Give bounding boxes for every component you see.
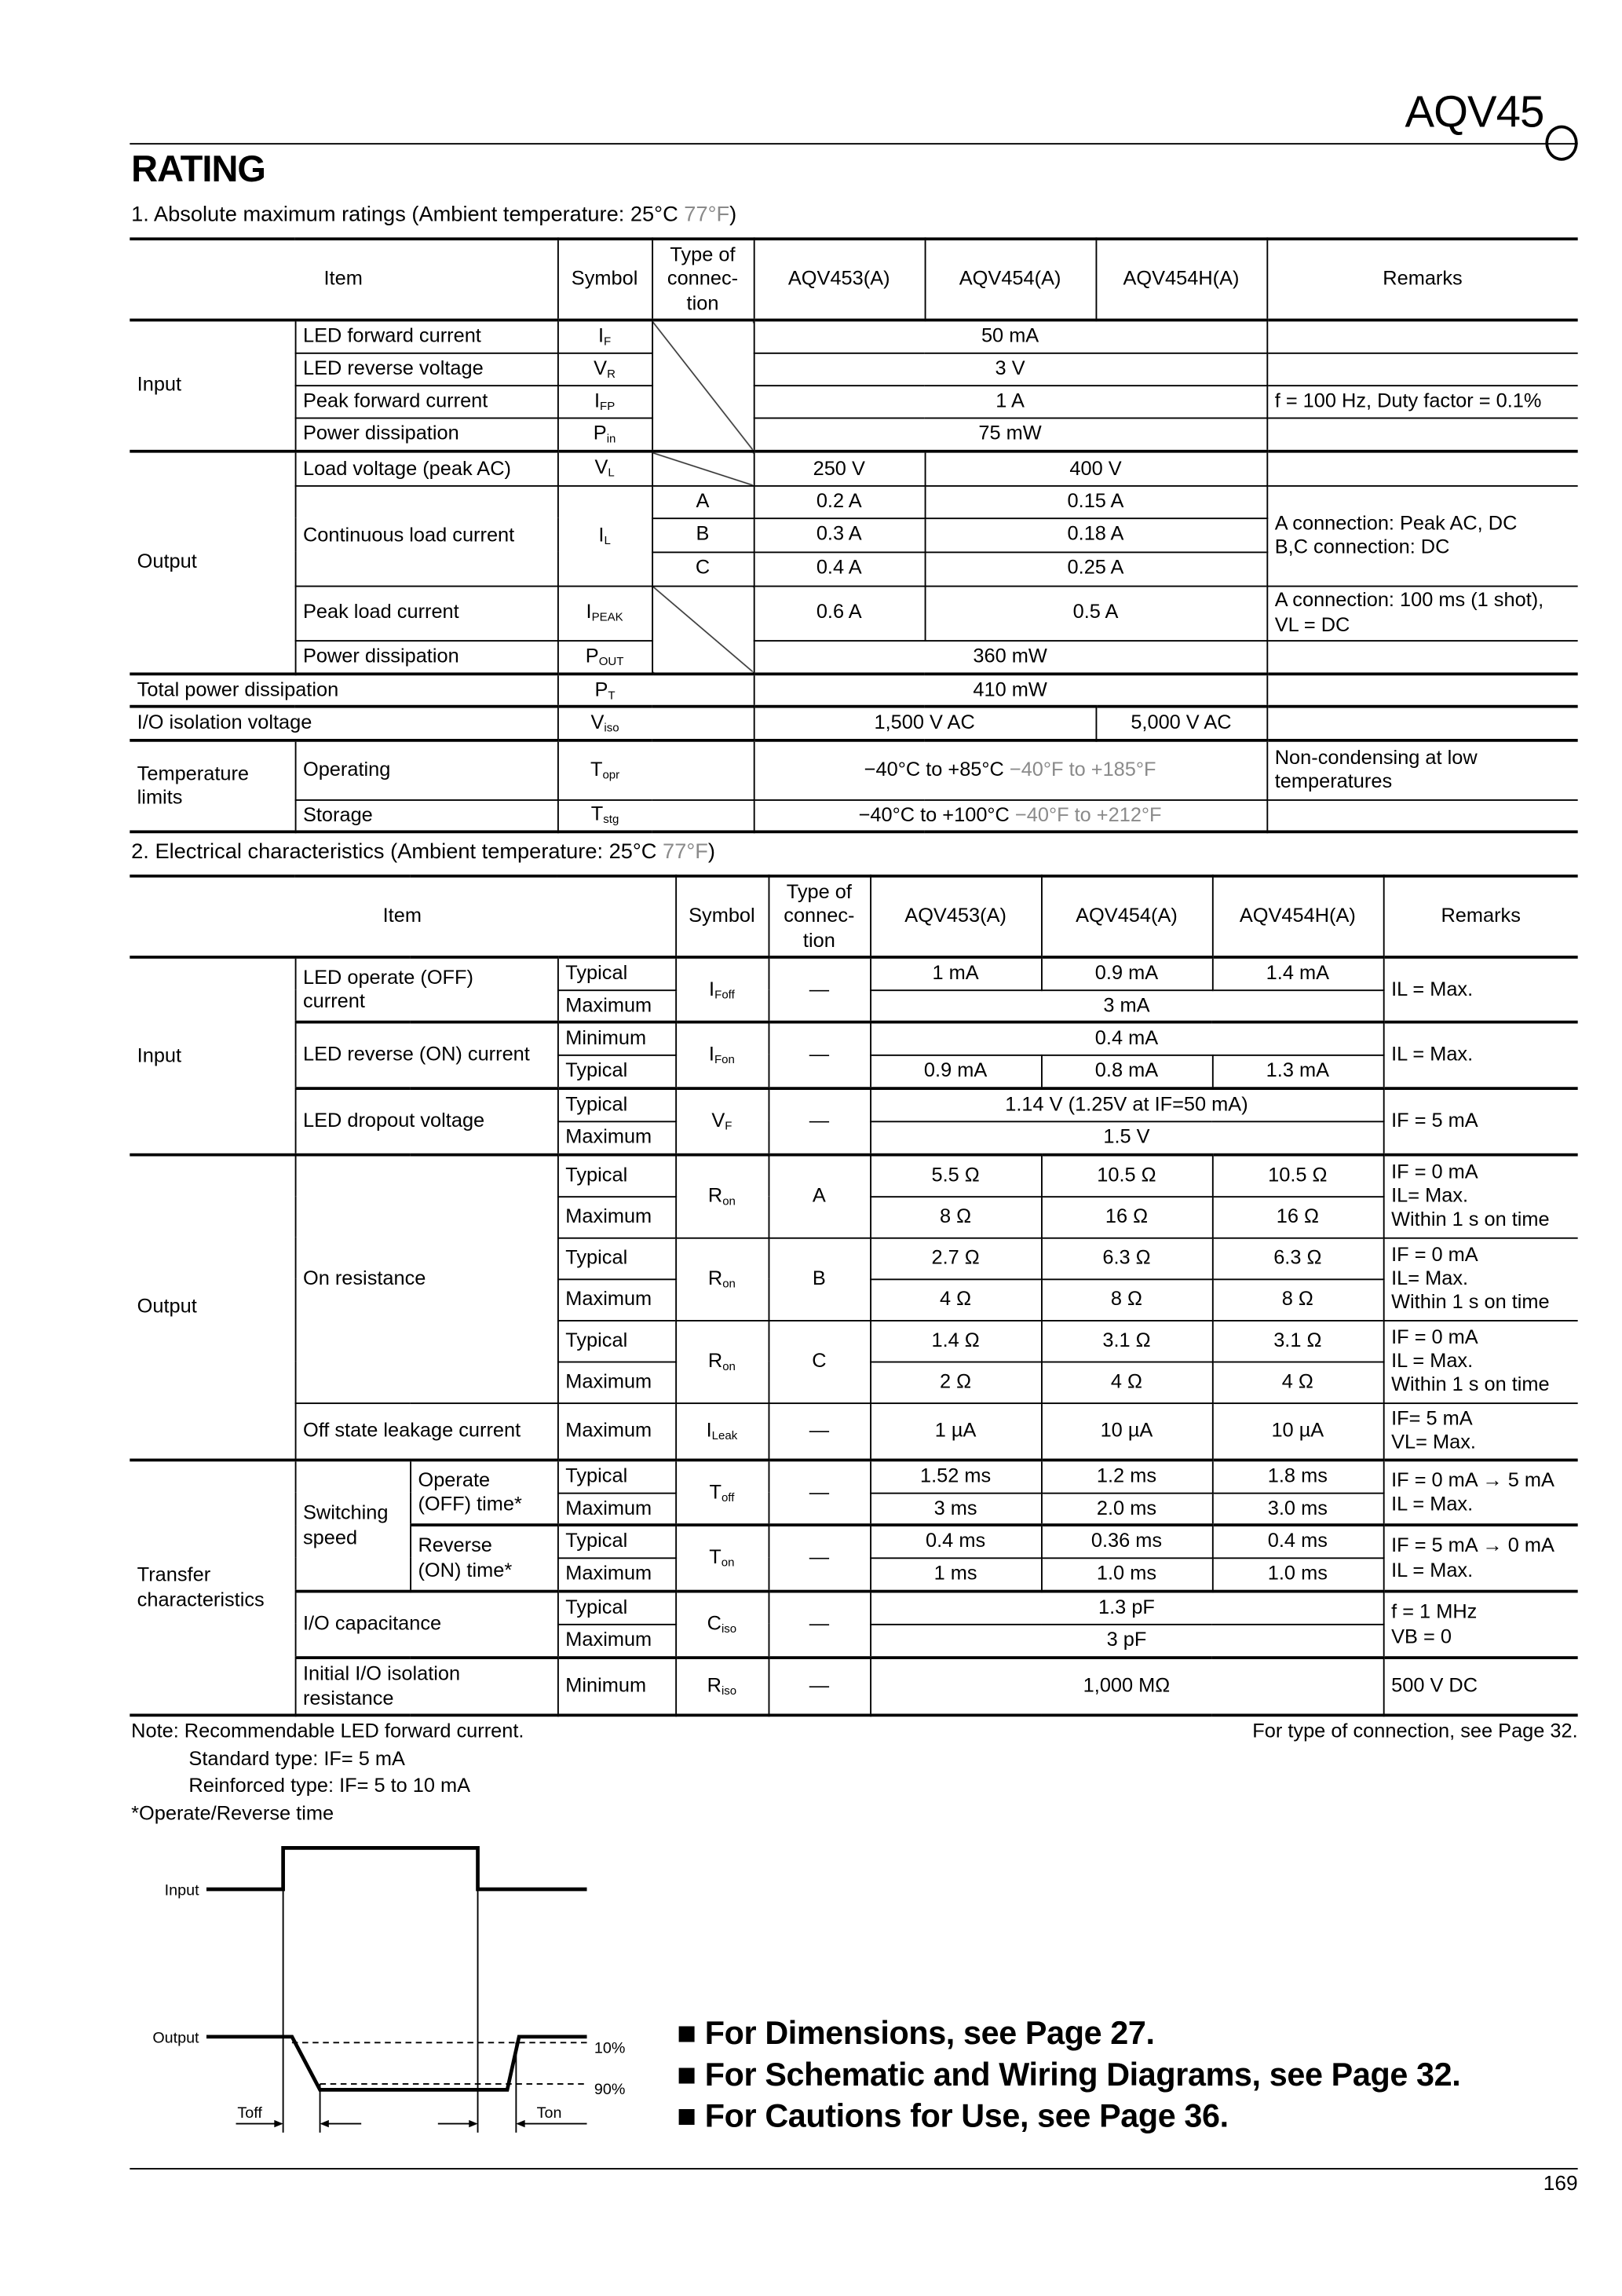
item: Power dissipation — [295, 640, 557, 674]
note-line: *Operate/Reverse time — [131, 1802, 334, 1825]
connection-type: — — [769, 1658, 871, 1715]
arrow-icon — [274, 2120, 283, 2127]
header-type: Type of connec- tion — [769, 876, 871, 957]
header-symbol: Symbol — [557, 239, 652, 320]
link-dimensions[interactable] — [677, 2015, 1155, 2053]
value: 10 µA — [1212, 1402, 1383, 1460]
value: 3 pF — [870, 1624, 1383, 1658]
value: 0.18 A — [925, 517, 1267, 551]
value: 16 Ω — [1041, 1196, 1212, 1238]
remarks: IL = Max. — [1383, 957, 1578, 1022]
value: 1.2 ms — [1041, 1460, 1212, 1492]
caption-end: ) — [729, 203, 737, 228]
value: 410 mW — [754, 674, 1267, 706]
value: 0.8 mA — [1041, 1055, 1212, 1088]
symbol: $R_{on}$ — [675, 1320, 768, 1402]
header-aqv454h: AQV454H(A) — [1096, 239, 1267, 320]
value: 360 mW — [754, 640, 1267, 674]
value: 1.0 ms — [1212, 1557, 1383, 1591]
remarks: f = 1 MHz VB = 0 — [1383, 1592, 1578, 1658]
condition: Maximum — [557, 1624, 675, 1658]
value: 3.1 Ω — [1041, 1320, 1212, 1362]
value: 1.5 V — [870, 1121, 1383, 1154]
condition: Typical — [557, 1155, 675, 1197]
page-number: 169 — [1543, 2170, 1578, 2195]
section-title: RATING — [131, 148, 266, 191]
symbol: $V_{iso}$ — [557, 707, 652, 740]
square-bullet-icon: ■ — [677, 2056, 696, 2093]
symbol: $P_{OUT}$ — [557, 640, 652, 674]
header-aqv453: AQV453(A) — [754, 239, 925, 320]
caption-text: 2. Electrical characteristics (Ambient temperature: 25°C — [131, 840, 663, 865]
connection-type: — — [769, 1592, 871, 1658]
value: 3.0 ms — [1212, 1493, 1383, 1525]
diagram-input-label: Input — [164, 1881, 199, 1899]
caption-fahrenheit: 77°F — [684, 203, 730, 228]
value: 1.14 V (1.25V at IF=50 mA) — [870, 1088, 1383, 1121]
value: 75 mW — [754, 418, 1267, 452]
diagram-90pct-label: 90% — [594, 2081, 626, 2099]
value: 10 µA — [1041, 1402, 1212, 1460]
item: Load voltage (peak AC) — [295, 452, 557, 485]
condition: Maximum — [557, 1402, 675, 1460]
value: 0.36 ms — [1041, 1525, 1212, 1557]
value: 1.4 mA — [1212, 957, 1383, 989]
value: 4 Ω — [1041, 1362, 1212, 1403]
condition: Typical — [557, 1238, 675, 1279]
link-text: For Cautions for Use, see Page 36. — [704, 2097, 1229, 2134]
square-bullet-icon: ■ — [677, 2097, 696, 2134]
symbol: $V_R$ — [557, 353, 652, 385]
value: 1 µA — [870, 1402, 1041, 1460]
condition: Maximum — [557, 1557, 675, 1591]
condition: Maximum — [557, 1196, 675, 1238]
value: 6.3 Ω — [1212, 1238, 1383, 1279]
symbol: $V_F$ — [675, 1088, 768, 1155]
value: 3 ms — [870, 1493, 1041, 1525]
value: 0.15 A — [925, 485, 1267, 517]
value: 1 mA — [870, 957, 1041, 989]
symbol: $P_T$ — [557, 674, 652, 706]
remarks: IF = 0 mA → 5 mA IL = Max. — [1383, 1460, 1578, 1525]
header-remarks: Remarks — [1266, 239, 1577, 320]
value: 0.2 A — [754, 485, 925, 517]
link-text: For Dimensions, see Page 27. — [704, 2014, 1155, 2052]
value: 0.4 ms — [870, 1525, 1041, 1557]
diagram-toff-label: Toff — [237, 2104, 262, 2122]
symbol: $T_{off}$ — [675, 1460, 768, 1525]
value: 10.5 Ω — [1212, 1155, 1383, 1197]
connection-type: — — [769, 1525, 871, 1592]
diagram-ton-label: Ton — [536, 2104, 562, 2122]
item: LED dropout voltage — [295, 1088, 557, 1155]
arrow-icon — [469, 2120, 477, 2127]
footer-divider — [130, 2168, 1577, 2170]
link-schematic[interactable] — [677, 2056, 1460, 2094]
remarks: IF = 0 mA IL= Max. Within 1 s on time — [1383, 1155, 1578, 1238]
connection-type: — — [769, 957, 871, 1022]
group-output: Output — [130, 1155, 294, 1461]
condition: Minimum — [557, 1658, 675, 1715]
value: 0.5 A — [925, 586, 1267, 640]
value: 4 Ω — [870, 1278, 1041, 1320]
connection-type: C — [652, 551, 754, 585]
condition: Maximum — [557, 1493, 675, 1525]
header-symbol: Symbol — [675, 876, 768, 957]
value: 0.3 A — [754, 517, 925, 551]
value: 0.9 mA — [870, 1055, 1041, 1088]
item: Initial I/O isolation resistance — [295, 1658, 557, 1715]
remarks: IF = 0 mA IL = Max. Within 1 s on time — [1383, 1320, 1578, 1402]
diagram-10pct-label: 10% — [594, 2039, 626, 2057]
item: On resistance — [295, 1155, 557, 1403]
connection-type: A — [769, 1155, 871, 1238]
value: 0.9 mA — [1041, 957, 1212, 989]
remarks: IL = Max. — [1383, 1022, 1578, 1089]
value: 1,500 V AC — [754, 707, 1096, 740]
note-line: Note: Recommendable LED forward current. — [131, 1719, 524, 1742]
remarks: IF = 5 mA → 0 mA IL = Max. — [1383, 1525, 1578, 1592]
item: LED operate (OFF) current — [295, 957, 557, 1022]
value: 1,000 MΩ — [870, 1658, 1383, 1715]
item: LED forward current — [295, 320, 557, 353]
value: 1.52 ms — [870, 1460, 1041, 1492]
item: Switching speed — [295, 1460, 410, 1591]
connection-type: B — [652, 517, 754, 551]
remarks: A connection: Peak AC, DC B,C connection: DC — [1266, 485, 1577, 586]
condition: Typical — [557, 1320, 675, 1362]
value: 1 ms — [870, 1557, 1041, 1591]
note-line: Reinforced type: IF= 5 to 10 mA — [188, 1774, 471, 1797]
value: 2.0 ms — [1041, 1493, 1212, 1525]
item: I/O isolation voltage — [130, 707, 557, 740]
connection-type: A — [652, 485, 754, 517]
value: 6.3 Ω — [1041, 1238, 1212, 1279]
item: Total power dissipation — [130, 674, 557, 706]
symbol: $T_{on}$ — [675, 1525, 768, 1592]
condition: Typical — [557, 1088, 675, 1121]
arrow-icon — [320, 2120, 329, 2127]
value: 8 Ω — [870, 1196, 1041, 1238]
remarks: f = 100 Hz, Duty factor = 0.1% — [1266, 385, 1577, 417]
group-temperature: Temperature limits — [130, 740, 294, 832]
symbol: $I_{Fon}$ — [675, 1022, 768, 1089]
value: 0.4 A — [754, 551, 925, 585]
value: 1.3 pF — [870, 1592, 1383, 1624]
value: 0.6 A — [754, 586, 925, 640]
caption-text: 1. Absolute maximum ratings (Ambient temperature: 25°C — [131, 203, 685, 228]
symbol: $R_{on}$ — [675, 1155, 768, 1238]
value: 8 Ω — [1041, 1278, 1212, 1320]
connection-note: For type of connection, see Page 32. — [1252, 1719, 1578, 1742]
header-item: Item — [130, 239, 557, 320]
symbol: $I_{PEAK}$ — [557, 586, 652, 640]
value: 0.4 ms — [1212, 1525, 1383, 1557]
value: 2 Ω — [870, 1362, 1041, 1403]
value: 3 mA — [870, 989, 1383, 1022]
value: 250 V — [754, 452, 925, 485]
item: Off state leakage current — [295, 1402, 557, 1460]
connection-type: — — [769, 1460, 871, 1525]
symbol: $C_{iso}$ — [675, 1592, 768, 1658]
group-input: Input — [130, 957, 294, 1155]
symbol: $T_{opr}$ — [557, 740, 652, 799]
value: 2.7 Ω — [870, 1238, 1041, 1279]
item: I/O capacitance — [295, 1592, 557, 1658]
symbol: $T_{stg}$ — [557, 799, 652, 832]
item: Peak forward current — [295, 385, 557, 417]
value: 3.1 Ω — [1212, 1320, 1383, 1362]
symbol: $R_{iso}$ — [675, 1658, 768, 1715]
remarks: Non-condensing at low temperatures — [1266, 740, 1577, 799]
value: 5.5 Ω — [870, 1155, 1041, 1197]
condition: Typical — [557, 1592, 675, 1624]
input-waveform — [206, 1848, 587, 1889]
condition: Typical — [557, 1055, 675, 1088]
group-transfer: Transfer characteristics — [130, 1460, 294, 1715]
header-aqv453: AQV453(A) — [870, 876, 1041, 957]
item: Power dissipation — [295, 418, 557, 452]
symbol: $R_{on}$ — [675, 1238, 768, 1320]
header-aqv454: AQV454(A) — [1041, 876, 1212, 957]
header-remarks: Remarks — [1383, 876, 1578, 957]
value: 400 V — [925, 452, 1267, 485]
remarks: IF = 0 mA IL= Max. Within 1 s on time — [1383, 1238, 1578, 1320]
sub-item: Operate (OFF) time* — [410, 1460, 557, 1525]
title-text: AQV45 — [1405, 88, 1544, 137]
connection-type: — — [769, 1402, 871, 1460]
note-line: Standard type: IF= 5 mA — [188, 1747, 405, 1770]
item: Storage — [295, 799, 557, 832]
symbol: $P_{in}$ — [557, 418, 652, 452]
value: 10.5 Ω — [1041, 1155, 1212, 1197]
condition: Typical — [557, 1460, 675, 1492]
symbol: $I_{Foff}$ — [675, 957, 768, 1022]
item: Operating — [295, 740, 557, 799]
value: 16 Ω — [1212, 1196, 1383, 1238]
value: 1.8 ms — [1212, 1460, 1383, 1492]
symbol: $I_F$ — [557, 320, 652, 353]
value: 5,000 V AC — [1096, 707, 1267, 740]
item: LED reverse (ON) current — [295, 1022, 557, 1089]
group-input: Input — [130, 320, 294, 452]
header-type: Type of connec- tion — [652, 239, 754, 320]
caption-end: ) — [707, 840, 715, 865]
diagram-output-label: Output — [152, 2029, 199, 2047]
remarks: IF= 5 mA VL= Max. — [1383, 1402, 1578, 1460]
item: Continuous load current — [295, 485, 557, 586]
group-output: Output — [130, 452, 294, 675]
value: 1.4 Ω — [870, 1320, 1041, 1362]
caption-fahrenheit: 77°F — [663, 840, 708, 865]
item: Peak load current — [295, 586, 557, 640]
value: 4 Ω — [1212, 1362, 1383, 1403]
value: 0.4 mA — [870, 1022, 1383, 1055]
value: 50 mA — [754, 320, 1267, 353]
condition: Maximum — [557, 1362, 675, 1403]
symbol: $I_L$ — [557, 485, 652, 586]
value: −40°C to +100°C −40°F to +212°F — [754, 799, 1267, 832]
condition: Maximum — [557, 1278, 675, 1320]
sub-item: Reverse (ON) time* — [410, 1525, 557, 1592]
header-aqv454h: AQV454H(A) — [1212, 876, 1383, 957]
condition: Typical — [557, 957, 675, 989]
condition: Maximum — [557, 989, 675, 1022]
link-cautions[interactable] — [677, 2097, 1229, 2136]
symbol: $I_{Leak}$ — [675, 1402, 768, 1460]
value: 0.25 A — [925, 551, 1267, 585]
connection-type: C — [769, 1320, 871, 1402]
value: 8 Ω — [1212, 1278, 1383, 1320]
value: 1 A — [754, 385, 1267, 417]
connection-type: — — [769, 1088, 871, 1155]
link-text: For Schematic and Wiring Diagrams, see Page 32. — [704, 2056, 1461, 2093]
value: 3 V — [754, 353, 1267, 385]
condition: Minimum — [557, 1022, 675, 1055]
output-waveform — [206, 2037, 587, 2090]
value: −40°C to +85°C −40°F to +185°F — [754, 740, 1267, 799]
symbol: $V_L$ — [557, 452, 652, 485]
condition: Typical — [557, 1525, 675, 1557]
remarks: 500 V DC — [1383, 1658, 1578, 1715]
connection-type: — — [769, 1022, 871, 1089]
item: LED reverse voltage — [295, 353, 557, 385]
square-bullet-icon: ■ — [677, 2014, 696, 2052]
connection-type: B — [769, 1238, 871, 1320]
symbol: $I_{FP}$ — [557, 385, 652, 417]
header-item: Item — [130, 876, 675, 957]
header-aqv454: AQV454(A) — [925, 239, 1096, 320]
remarks: A connection: 100 ms (1 shot), VL = DC — [1266, 586, 1577, 640]
condition: Maximum — [557, 1121, 675, 1154]
arrow-icon — [516, 2120, 524, 2127]
value: 1.0 ms — [1041, 1557, 1212, 1591]
remarks: IF = 5 mA — [1383, 1088, 1578, 1155]
value: 1.3 mA — [1212, 1055, 1383, 1088]
